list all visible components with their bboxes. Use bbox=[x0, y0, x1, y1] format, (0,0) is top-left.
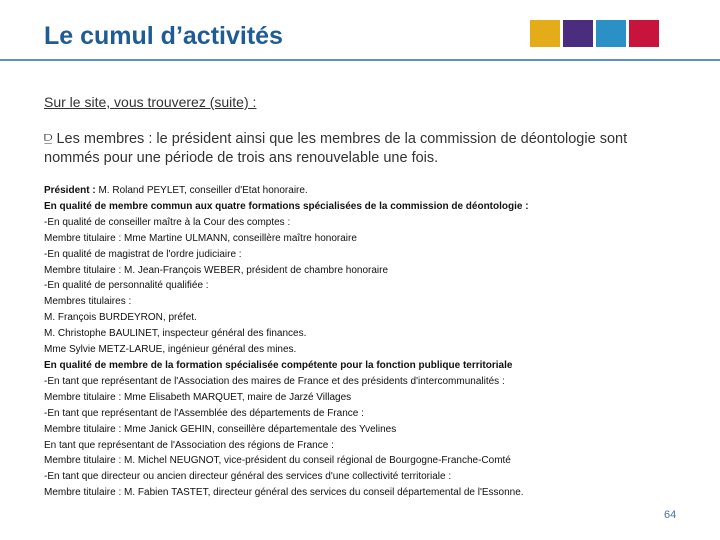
arrow-bullet-icon: ⫒ bbox=[44, 131, 53, 147]
members-list bbox=[44, 183, 694, 501]
list-item bbox=[44, 326, 694, 342]
list-item bbox=[44, 406, 694, 422]
list-item bbox=[44, 469, 694, 485]
color-square-yellow bbox=[530, 20, 560, 47]
list-item-text: M. François BURDEYRON, préfet. bbox=[44, 312, 197, 324]
list-item bbox=[44, 438, 694, 454]
list-item-text: -En tant que représentant de l'Association des maires de France et des présidents d'intercommunalités : bbox=[44, 375, 505, 387]
list-item bbox=[44, 310, 694, 326]
list-item bbox=[44, 278, 694, 294]
list-item-text: -En qualité de magistrat de l'ordre judiciaire : bbox=[44, 248, 242, 260]
list-item-bold: Président : bbox=[44, 185, 96, 196]
intro-text: Les membres : le président ainsi que les membres de la commission de déontologie sont nommés pour une période de trois ans renouvelable une fois. bbox=[44, 131, 628, 166]
list-item bbox=[44, 422, 694, 438]
list-item bbox=[44, 294, 694, 310]
list-item-text: Membre titulaire : M. Michel NEUGNOT, vice-président du conseil régional de Bourgogne-Franche-Comté bbox=[44, 455, 511, 467]
list-item bbox=[44, 390, 694, 406]
list-item-text: Membre titulaire : Mme Martine ULMANN, conseillère maître honoraire bbox=[44, 232, 357, 244]
section-subtitle: Sur le site, vous trouverez (suite) : bbox=[44, 94, 257, 110]
list-item-bold: En qualité de membre de la formation spécialisée compétente pour la fonction publique territoriale bbox=[44, 359, 513, 371]
color-square-red bbox=[629, 20, 659, 47]
list-item-text: Membre titulaire : M. Fabien TASTET, directeur général des services du conseil départemental de l'Essonne. bbox=[44, 487, 524, 499]
list-item bbox=[44, 358, 694, 374]
list-item-text: Membres titulaires : bbox=[44, 296, 132, 308]
list-item bbox=[44, 183, 694, 199]
list-item-text: -En qualité de conseiller maître à la Cour des comptes : bbox=[44, 216, 291, 228]
decorative-color-squares bbox=[530, 20, 659, 47]
list-item-text: En tant que représentant de l'Association des régions de France : bbox=[44, 439, 334, 451]
list-item-text: Membre titulaire : Mme Elisabeth MARQUET, maire de Jarzé Villages bbox=[44, 391, 352, 403]
list-item bbox=[44, 199, 694, 215]
page-number: 64 bbox=[664, 509, 677, 521]
color-square-blue bbox=[596, 20, 626, 47]
header-divider bbox=[0, 59, 720, 61]
list-item bbox=[44, 342, 694, 358]
list-item bbox=[44, 247, 694, 263]
list-item bbox=[44, 374, 694, 390]
list-item bbox=[44, 453, 694, 469]
list-item-text: Membre titulaire : M. Jean-François WEBER, président de chambre honoraire bbox=[44, 264, 389, 276]
list-item-text: Mme Sylvie METZ-LARUE, ingénieur général des mines. bbox=[44, 344, 297, 356]
color-square-purple bbox=[563, 20, 593, 47]
list-item-text: -En qualité de personnalité qualifiée : bbox=[44, 280, 209, 292]
list-item bbox=[44, 263, 694, 279]
list-item-text: M. Roland PEYLET, conseiller d'Etat honoraire. bbox=[95, 185, 308, 196]
list-item bbox=[44, 215, 694, 231]
list-item bbox=[44, 231, 694, 247]
list-item bbox=[44, 485, 694, 501]
list-item-text: -En tant que représentant de l'Assemblée des départements de France : bbox=[44, 407, 364, 419]
list-item-text: M. Christophe BAULINET, inspecteur général des finances. bbox=[44, 328, 307, 340]
page-title: Le cumul d’activités bbox=[44, 22, 283, 50]
list-item-bold: En qualité de membre commun aux quatre formations spécialisées de la commission de déontologie : bbox=[44, 200, 529, 212]
list-item-text: Membre titulaire : Mme Janick GEHIN, conseillère départementale des Yvelines bbox=[44, 423, 397, 435]
intro-paragraph bbox=[44, 130, 684, 168]
list-item-text: -En tant que directeur ou ancien directeur général des services d'une collectivité territoriale : bbox=[44, 471, 452, 483]
